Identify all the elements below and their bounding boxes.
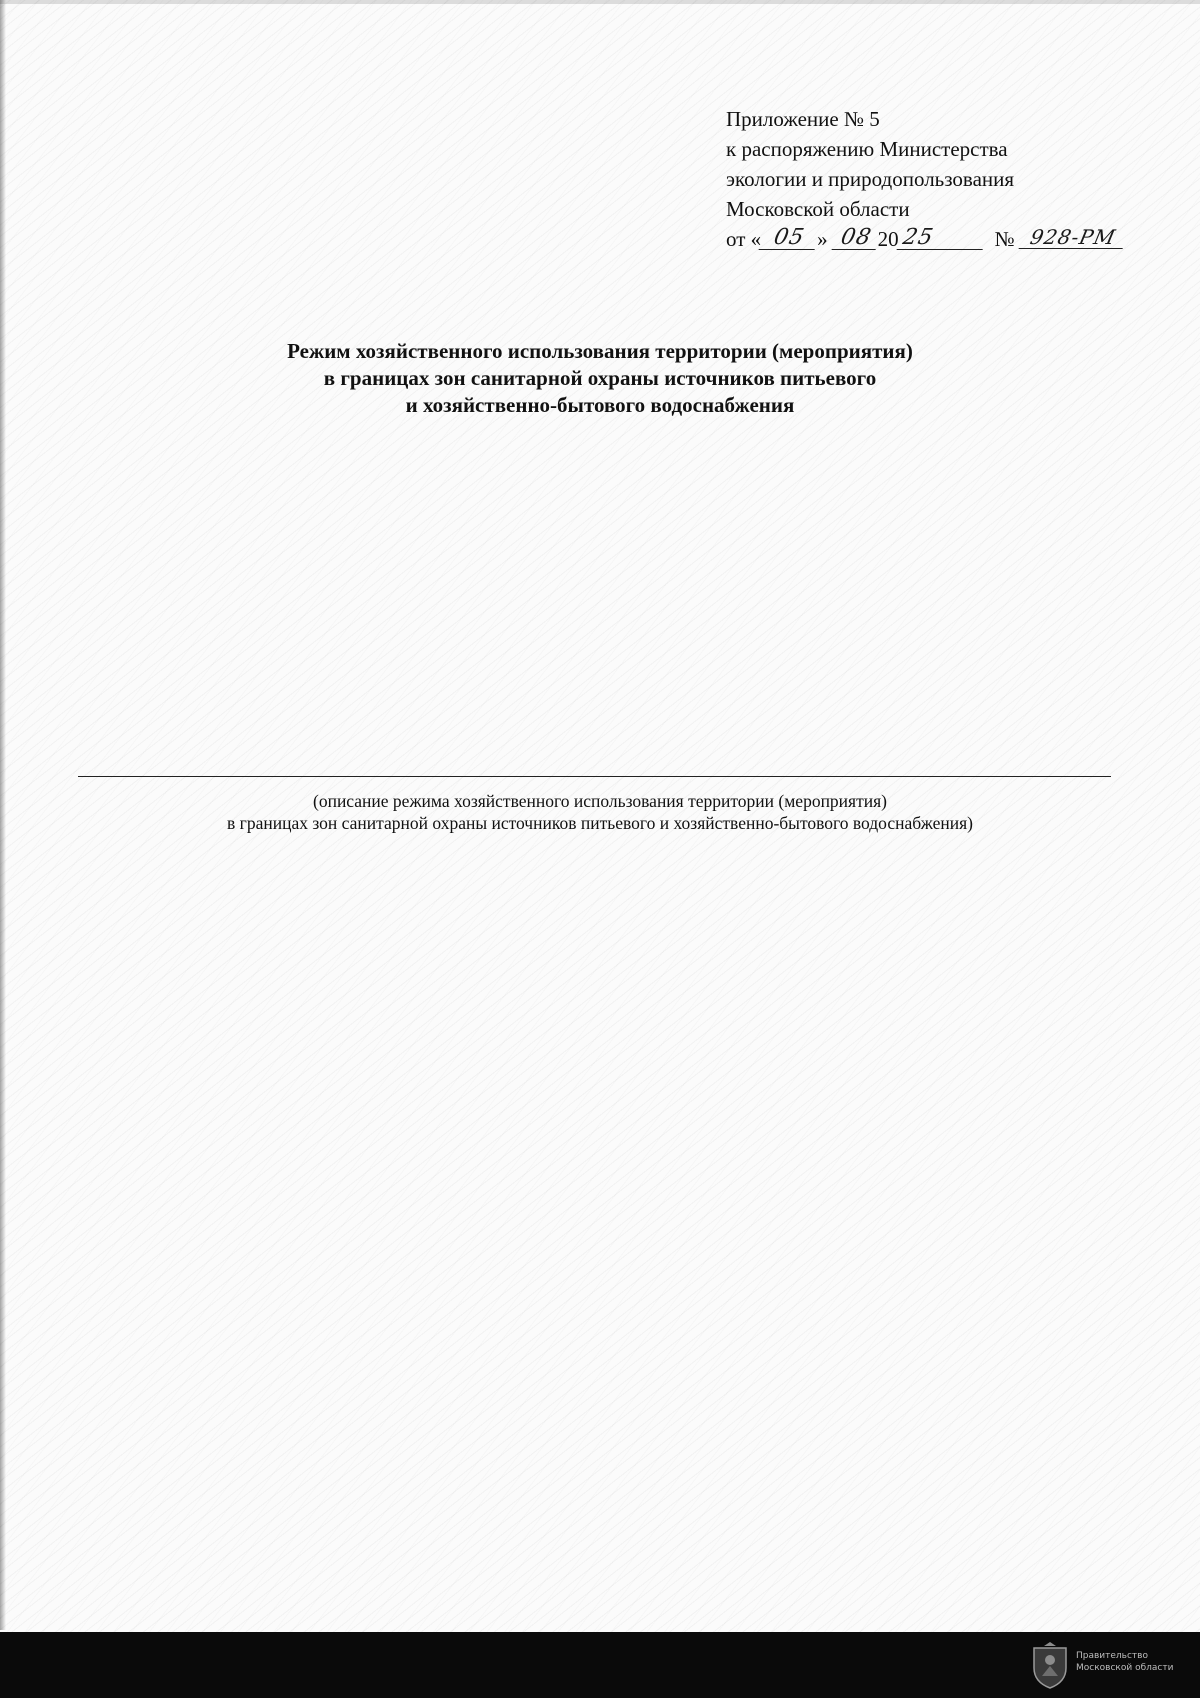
caption-line-2: в границах зон санитарной охраны источников питьевого и хозяйственно-бытового водоснабжения)	[227, 813, 973, 833]
page-left-edge	[0, 0, 6, 1630]
number-label: №	[994, 227, 1015, 251]
quote-close: »	[817, 227, 828, 251]
date-prefix: от «	[726, 227, 762, 251]
footer-bar	[0, 1632, 1200, 1698]
coat-of-arms-icon	[1028, 1642, 1072, 1690]
handwritten-number: 928-РМ	[1018, 226, 1127, 249]
document-title	[160, 338, 1040, 419]
appendix-header	[726, 104, 1166, 254]
footer-line-1: Правительство	[1076, 1651, 1148, 1661]
footer-line-2: Московской области	[1076, 1663, 1174, 1673]
page-top-edge	[0, 0, 1200, 4]
handwritten-year: 25	[896, 227, 987, 250]
description-line	[78, 776, 1111, 777]
handwritten-day: 05	[759, 227, 820, 250]
appendix-ref-line-3: Московской области	[726, 197, 910, 221]
caption-line-1: (описание режима хозяйственного использования территории (мероприятия)	[313, 791, 887, 811]
title-line-1: Режим хозяйственного использования территории (мероприятия)	[287, 339, 913, 363]
title-line-2: в границах зон санитарной охраны источников питьевого	[323, 366, 877, 390]
footer-caption	[1076, 1650, 1186, 1674]
description-caption	[90, 790, 1110, 834]
appendix-ref-line-1: к распоряжению Министерства	[726, 137, 1008, 161]
appendix-number: Приложение № 5	[726, 107, 880, 131]
handwritten-month: 08	[831, 227, 880, 250]
title-line-3: и хозяйственно-бытового водоснабжения	[405, 393, 795, 417]
appendix-ref-line-2: экологии и природопользования	[726, 167, 1015, 191]
appendix-date-line	[726, 224, 1166, 254]
year-prefix: 20	[877, 227, 899, 251]
